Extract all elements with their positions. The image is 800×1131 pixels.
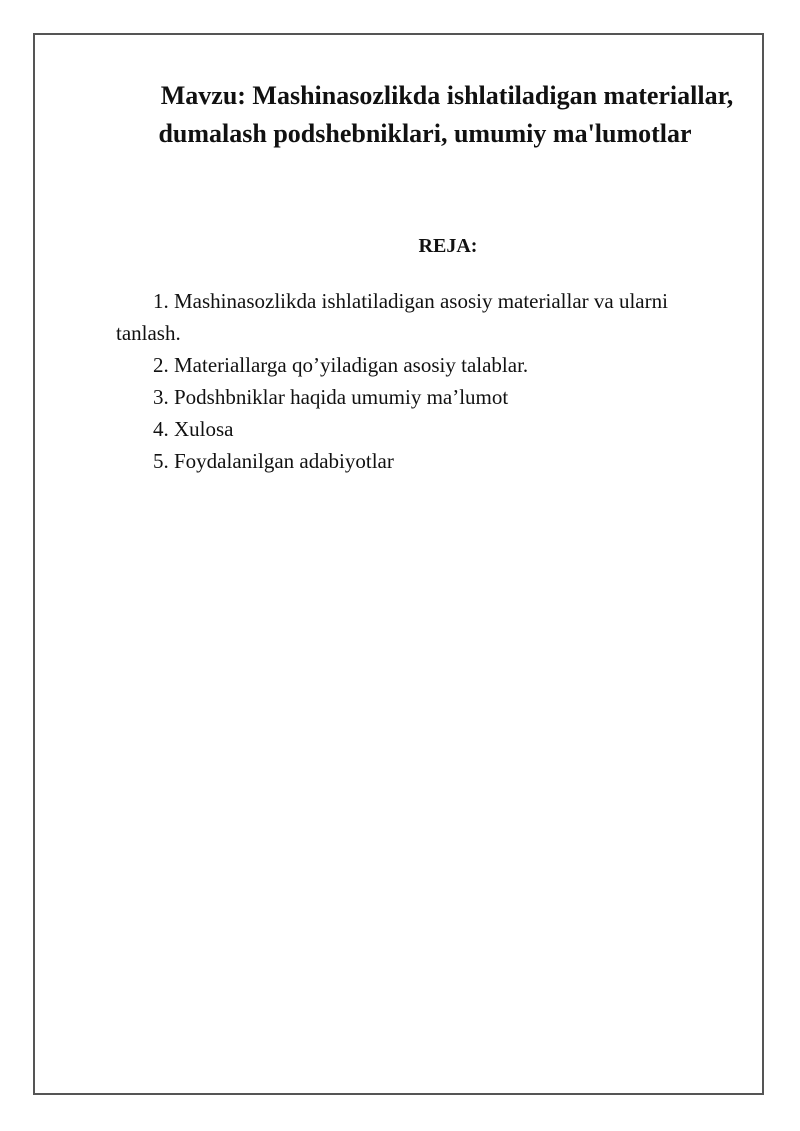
document-title: Mavzu: Mashinasozlikda ishlatiladigan materiallar, dumalash podshebniklari, umumiy ma'lumotlar bbox=[158, 81, 734, 148]
plan-item-1: 1. Mashinasozlikda ishlatiladigan asosiy materiallar va ularni tanlash. bbox=[116, 289, 668, 345]
plan-heading: REJA: bbox=[418, 235, 478, 257]
page-border bbox=[33, 33, 764, 1095]
plan-item-5: 5. Foydalanilgan adabiyotlar bbox=[153, 449, 394, 473]
plan-item-2: 2. Materiallarga qo’yiladigan asosiy talablar. bbox=[153, 353, 529, 377]
plan-item-3: 3. Podshbniklar haqida umumiy ma’lumot bbox=[153, 385, 509, 409]
plan-list bbox=[116, 285, 716, 477]
plan-item-4: 4. Xulosa bbox=[153, 417, 234, 441]
